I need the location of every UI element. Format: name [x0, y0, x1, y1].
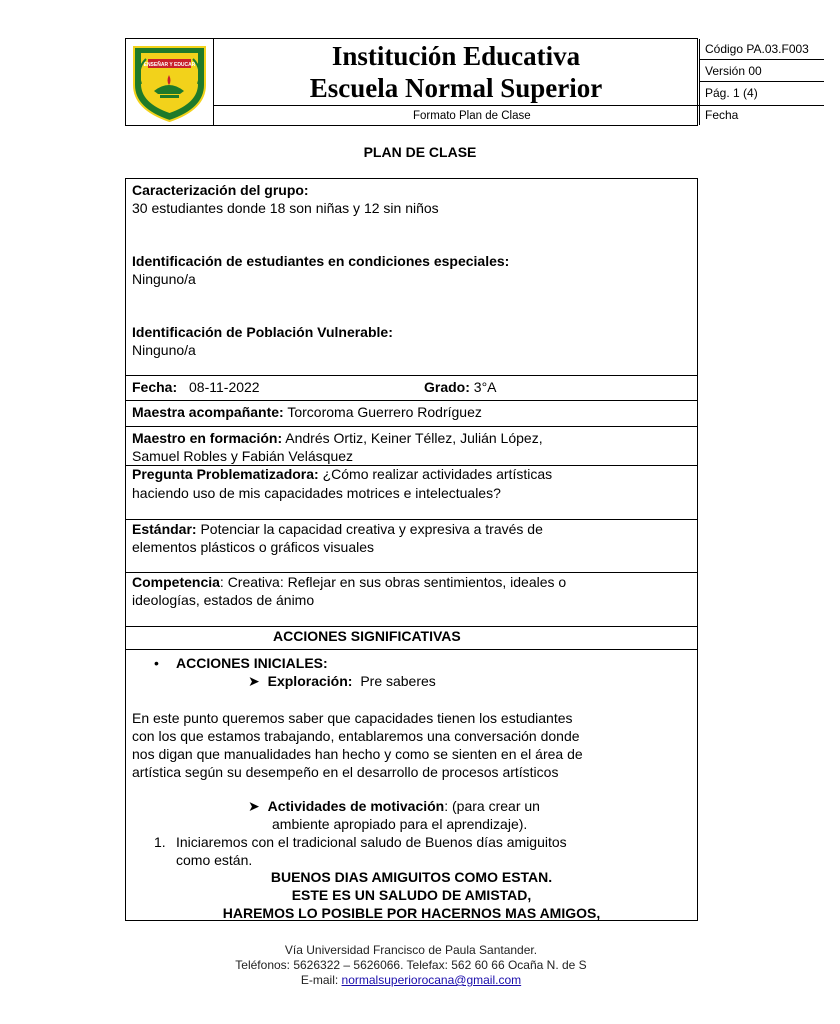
document-header — [125, 38, 809, 126]
song-line-3: HAREMOS LO POSIBLE POR HACERNOS MAS AMIGOS, — [222, 905, 601, 921]
pregunta-label: Pregunta Problematizadora: — [132, 466, 319, 482]
vulnerable-value: Ninguno/a — [132, 342, 196, 358]
maestra-value: Torcoroma Guerrero Rodríguez — [287, 404, 482, 420]
exploracion-row — [248, 672, 436, 690]
motivacion-row — [248, 797, 540, 815]
footer-email-link[interactable]: normalsuperiorocana@gmail.com — [341, 973, 522, 987]
footer-phones: Teléfonos: 5626322 – 5626066. Telefax: 562 60 66 Ocaña N. de S — [235, 958, 587, 972]
arrow-bullet-icon: ➤ — [248, 798, 260, 814]
document-title: PLAN DE CLASE — [363, 144, 477, 160]
paragraph-line-4: artística según su desempeño en el desarrollo de procesos artísticos — [132, 764, 559, 780]
pregunta-value-l1: ¿Cómo realizar actividades artísticas — [322, 466, 553, 482]
motivacion-value-l1: : (para crear un — [444, 798, 540, 814]
exploracion-label: Exploración: — [267, 673, 353, 689]
formacion-value-l2: Samuel Robles y Fabián Velásquez — [132, 448, 354, 464]
competencia-row — [132, 573, 566, 591]
group-label: Caracterización del grupo: — [132, 182, 309, 198]
footer-email-label: E-mail: — [300, 973, 339, 987]
logo-cell — [126, 39, 214, 125]
song-line-2: ESTE ES UN SALUDO DE AMISTAD, — [291, 887, 532, 903]
paragraph-line-3: nos digan que manualidades han hecho y como se sienten en el área de — [132, 746, 583, 762]
item1-line-2: como están. — [176, 852, 253, 868]
maestra-row — [132, 403, 482, 421]
arrow-bullet-icon: ➤ — [248, 673, 260, 689]
competencia-value-l1: : Creativa: Reflejar en sus obras sentimientos, ideales o — [219, 574, 567, 590]
formacion-label: Maestro en formación: — [132, 430, 283, 446]
acciones-iniciales: ACCIONES INICIALES: — [176, 655, 328, 671]
fecha-label: Fecha: — [132, 379, 178, 395]
institution-line-1: Institución Educativa — [331, 41, 581, 71]
grado-row — [424, 378, 497, 396]
grado-value: 3°A — [473, 379, 497, 395]
estandar-value-l2: elementos plásticos o gráficos visuales — [132, 539, 375, 555]
bullet-dot: • — [154, 655, 159, 671]
estandar-value-l1: Potenciar la capacidad creativa y expresiva a través de — [200, 521, 543, 537]
competencia-value-l2: ideologías, estados de ánimo — [132, 592, 315, 608]
logo-motto: ENSEÑAR Y EDUCAR — [143, 62, 196, 68]
estandar-label: Estándar: — [132, 521, 197, 537]
motivacion-label: Actividades de motivación — [267, 798, 445, 814]
document-date-label: Fecha — [705, 108, 739, 122]
group-value: 30 estudiantes donde 18 son niñas y 12 sin niños — [132, 200, 439, 216]
pregunta-row — [132, 465, 552, 483]
motivacion-value-l2: ambiente apropiado para el aprendizaje). — [272, 816, 528, 832]
document-control-column — [699, 39, 824, 125]
exploracion-value: Pre saberes — [360, 673, 436, 689]
footer-address: Vía Universidad Francisco de Paula Santander. — [284, 943, 538, 957]
vulnerable-label: Identificación de Población Vulnerable: — [132, 324, 393, 340]
grado-label: Grado: — [424, 379, 470, 395]
lesson-plan-table — [125, 178, 698, 921]
estandar-row — [132, 520, 543, 538]
format-name: Formato Plan de Clase — [413, 110, 531, 122]
footer-email-row — [0, 973, 822, 988]
document-code: Código PA.03.F003 — [705, 42, 809, 56]
pregunta-value-l2: haciendo uso de mis capacidades motrices e intelectuales? — [132, 485, 501, 501]
acciones-title: ACCIONES SIGNIFICATIVAS — [273, 628, 461, 644]
document-version: Versión 00 — [705, 64, 762, 78]
institution-line-2: Escuela Normal Superior — [309, 73, 603, 103]
formacion-row — [132, 429, 543, 447]
formacion-value-l1: Andrés Ortiz, Keiner Téllez, Julián López, — [285, 430, 543, 446]
special-value: Ninguno/a — [132, 271, 196, 287]
maestra-label: Maestra acompañante: — [132, 404, 284, 420]
song-line-1: BUENOS DIAS AMIGUITOS COMO ESTAN. — [270, 869, 553, 885]
institution-title — [213, 39, 699, 105]
paragraph-line-1: En este punto queremos saber que capacidades tienen los estudiantes — [132, 710, 573, 726]
document-page: Pág. 1 (4) — [705, 86, 758, 100]
competencia-label: Competencia — [132, 574, 220, 590]
fecha-value: 08-11-2022 — [189, 379, 260, 395]
item1-number: 1. — [154, 834, 166, 850]
special-label: Identificación de estudiantes en condiciones especiales: — [132, 253, 510, 269]
paragraph-line-2: con los que estamos trabajando, entablaremos una conversación donde — [132, 728, 580, 744]
fecha-row — [132, 378, 260, 396]
format-name-cell — [213, 105, 699, 126]
item1-line-1: Iniciaremos con el tradicional saludo de Buenos días amiguitos — [176, 834, 567, 850]
school-crest-logo — [126, 39, 213, 125]
